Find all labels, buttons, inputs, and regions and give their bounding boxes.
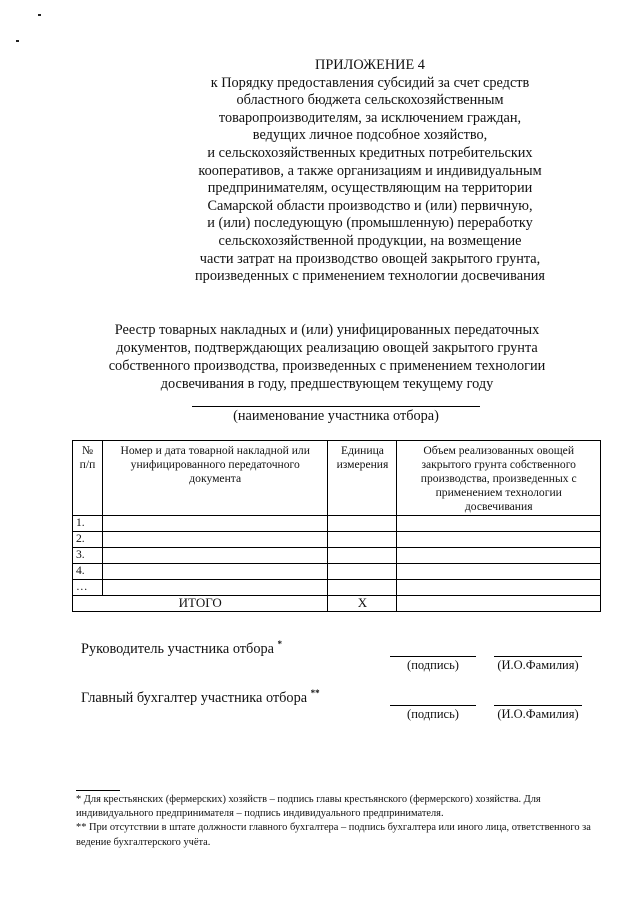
appendix-line: товаропроизводителям, за исключением граждан, — [218, 109, 522, 126]
appendix-title: ПРИЛОЖЕНИЕ 4 — [315, 57, 425, 73]
col-header-document: Номер и дата товарной накладной или унифицированного передаточного документа — [102, 441, 328, 516]
unit-cell[interactable] — [328, 548, 397, 564]
footnote-2: ** При отсутствии в штате должности главного бухгалтера – подпись бухгалтера или иного лица, ответственного за ведение бухгалтерского учёта. — [76, 822, 591, 848]
total-unit: Х — [328, 596, 397, 612]
accountant-name-caption: (И.О.Фамилия) — [497, 707, 579, 721]
document-cell[interactable] — [102, 532, 328, 548]
total-label: ИТОГО — [73, 596, 328, 612]
appendix-header — [180, 57, 560, 286]
appendix-line: к Порядку предоставления субсидий за счет средств — [210, 74, 530, 91]
volume-cell[interactable] — [397, 580, 601, 596]
table-row — [73, 516, 601, 532]
appendix-line: сельскохозяйственной продукции, на возмещение — [218, 232, 522, 249]
col-header-number: № п/п — [73, 441, 103, 516]
footnotes — [76, 793, 606, 850]
row-number: … — [73, 580, 103, 596]
head-name-line[interactable] — [494, 656, 582, 657]
footnote-1: * Для крестьянских (фермерских) хозяйств – подпись главы крестьянского (фермерского) хозяйства. Для индивидуального предпринимателя – подпись индивидуального предпринимателя. — [76, 794, 541, 820]
registry-line: документов, подтверждающих реализацию овощей закрытого грунта — [116, 340, 538, 356]
registry-title — [92, 321, 562, 393]
table-row — [73, 580, 601, 596]
appendix-line: и сельскохозяйственных кредитных потребительских — [207, 144, 533, 161]
registry-line: досвечивания в году, предшествующем текущему году — [160, 376, 494, 392]
appendix-line: кооперативов, а также организациям и индивидуальным — [198, 162, 542, 179]
document-cell[interactable] — [102, 516, 328, 532]
head-footnote-mark: * — [277, 639, 283, 649]
accountant-name-line[interactable] — [494, 705, 582, 706]
head-label-text: Руководитель участника отбора — [81, 640, 274, 657]
accountant-sign-caption: (подпись) — [407, 707, 459, 721]
col-header-unit: Единица измерения — [328, 441, 397, 516]
unit-cell[interactable] — [328, 516, 397, 532]
scan-speck — [16, 40, 19, 42]
document-cell[interactable] — [102, 548, 328, 564]
registry-table — [72, 440, 601, 612]
table-row — [73, 564, 601, 580]
row-number: 4. — [73, 564, 103, 580]
appendix-line: Самарской области производство и (или) первичную, — [207, 197, 533, 214]
appendix-line: предпринимателям, осуществляющим на территории — [207, 180, 533, 197]
footnote-separator — [76, 790, 120, 791]
head-sign-caption: (подпись) — [407, 658, 459, 672]
appendix-line: произведенных с применением технологии досвечивания — [195, 268, 545, 285]
participant-name-line — [192, 406, 480, 407]
table-header-row — [73, 441, 601, 516]
accountant-signature-line[interactable] — [390, 705, 476, 706]
document-cell[interactable] — [102, 580, 328, 596]
head-signature-line[interactable] — [390, 656, 476, 657]
accountant-label-text: Главный бухгалтер участника отбора — [81, 689, 308, 706]
table-row — [73, 548, 601, 564]
total-volume-cell[interactable] — [397, 596, 601, 612]
head-signature-label — [81, 639, 282, 658]
scan-speck — [38, 14, 41, 16]
participant-caption: (наименование участника отбора) — [233, 408, 439, 424]
accountant-signature-label — [81, 688, 320, 707]
unit-cell[interactable] — [328, 564, 397, 580]
accountant-footnote-mark: ** — [310, 688, 320, 698]
unit-cell[interactable] — [328, 532, 397, 548]
volume-cell[interactable] — [397, 548, 601, 564]
volume-cell[interactable] — [397, 516, 601, 532]
appendix-line: и (или) последующую (промышленную) переработку — [207, 215, 533, 232]
row-number: 1. — [73, 516, 103, 532]
document-cell[interactable] — [102, 564, 328, 580]
total-row — [73, 596, 601, 612]
registry-line: собственного производства, произведенных с применением технологии — [108, 358, 546, 374]
unit-cell[interactable] — [328, 580, 397, 596]
registry-line: Реестр товарных накладных и (или) унифицированных передаточных — [114, 322, 540, 338]
row-number: 3. — [73, 548, 103, 564]
volume-cell[interactable] — [397, 564, 601, 580]
volume-cell[interactable] — [397, 532, 601, 548]
appendix-line: областного бюджета сельскохозяйственным — [236, 92, 504, 109]
col-header-volume: Объем реализованных овощей закрытого грунта собственного производства, произведенных с применением технологии досвечивания — [397, 441, 601, 516]
table-row — [73, 532, 601, 548]
appendix-line: части затрат на производство овощей закрытого грунта, — [199, 250, 541, 267]
head-name-caption: (И.О.Фамилия) — [497, 658, 579, 672]
row-number: 2. — [73, 532, 103, 548]
appendix-line: ведущих личное подсобное хозяйство, — [252, 127, 488, 144]
